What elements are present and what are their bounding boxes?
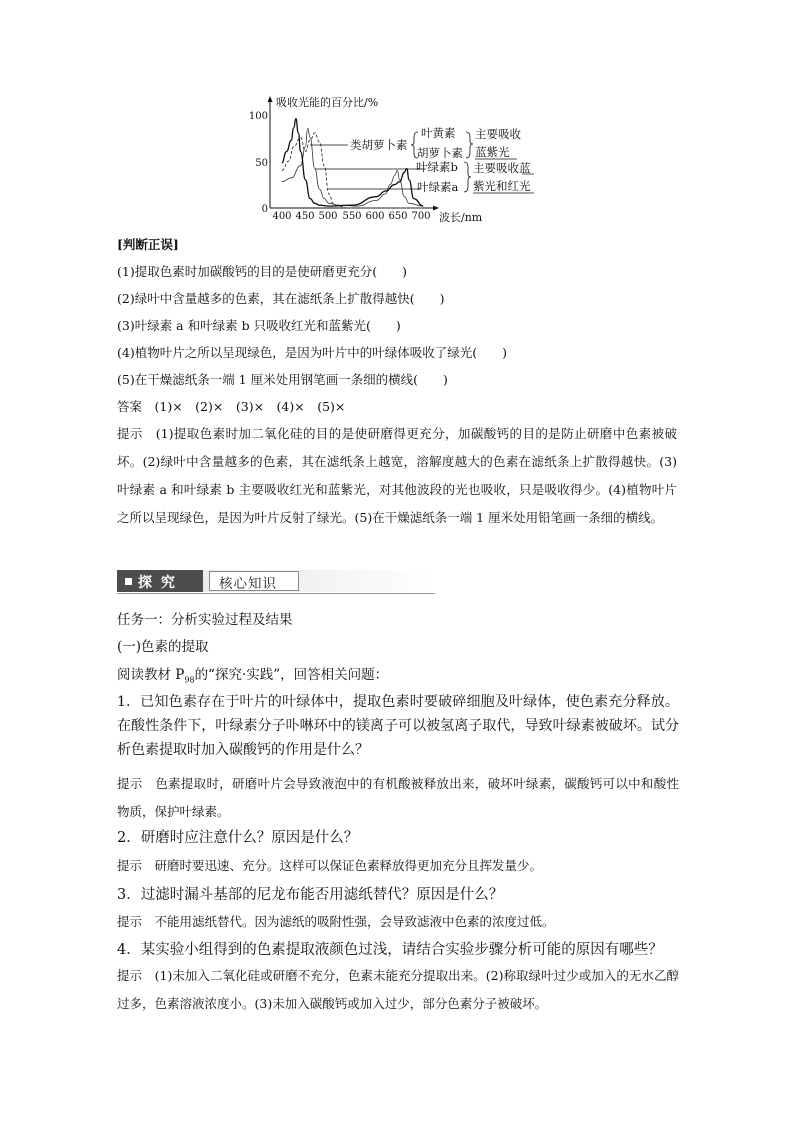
answer-2: 提示 研磨时要迅速、充分。这样可以保证色素释放得更加充分且挥发量少。 bbox=[117, 858, 543, 873]
x-tick-600: 600 bbox=[365, 211, 385, 222]
banner-dark-block bbox=[117, 570, 203, 592]
legend-note2-line1: 主要吸收蓝 bbox=[473, 161, 531, 175]
judge-item-1: (1)提取色素时加碳酸钙的目的是使研磨更充分( ) bbox=[117, 264, 407, 279]
x-axis-label: 波长/nm bbox=[439, 211, 483, 224]
y-tick-50: 50 bbox=[255, 158, 268, 169]
judge-item-5: (5)在干燥滤纸条一端 1 厘米处用钢笔画一条细的横线( ) bbox=[117, 372, 448, 387]
legend-xanthophyll: 叶黄素 bbox=[421, 126, 456, 140]
legend-note1-line2: 蓝紫光 bbox=[475, 145, 510, 159]
question-2: 2．研磨时应注意什么？原因是什么？ bbox=[117, 830, 359, 846]
x-tick-650: 650 bbox=[388, 211, 408, 222]
x-tick-500: 500 bbox=[318, 211, 338, 222]
x-tick-700: 700 bbox=[411, 211, 431, 222]
x-tick-450: 450 bbox=[295, 211, 315, 222]
brace-note1 bbox=[466, 132, 473, 158]
section-banner bbox=[117, 570, 435, 592]
x-axis-arrow bbox=[433, 206, 439, 211]
judge-item-3: (3)叶绿素 a 和叶绿素 b 只吸收红光和蓝紫光( ) bbox=[117, 318, 401, 333]
question-3: 3．过滤时漏斗基部的尼龙布能否用滤纸替代？原因是什么？ bbox=[117, 887, 504, 903]
y-tick-0: 0 bbox=[261, 204, 268, 215]
x-tick-550: 550 bbox=[342, 211, 362, 222]
answer-3: 提示 不能用滤纸替代。因为滤纸的吸附性强，会导致滤液中色素的浓度过低。 bbox=[117, 914, 555, 929]
judge-item-2: (2)绿叶中含量越多的色素，其在滤纸条上扩散得越快( ) bbox=[117, 291, 445, 306]
legend-note1-line1: 主要吸收 bbox=[475, 127, 521, 141]
judge-heading: [判断正误] bbox=[117, 237, 179, 252]
banner-light-block bbox=[209, 571, 299, 591]
x-tick-400: 400 bbox=[272, 211, 292, 222]
banner-rule bbox=[117, 593, 435, 594]
y-axis-arrow bbox=[268, 96, 273, 102]
legend-chl-b: 叶绿素b bbox=[416, 160, 458, 174]
legend-carotenoid: 类胡萝卜素 bbox=[350, 138, 408, 152]
legend-chl-a: 叶绿素a bbox=[417, 180, 459, 194]
absorption-spectrum-chart bbox=[240, 92, 550, 224]
task-read-instruction: 阅读教材 $P_{98}$的“探究·实践”，回答相关问题： bbox=[117, 667, 389, 685]
judge-hint: 提示 (1)提取色素时加二氧化硅的目的是使研磨得更充分，加碳酸钙的目的是防止研磨中色素被破坏。(2)绿叶中含量越多的色素，其在滤纸条上越宽，溶解度越大的色素在滤纸条上扩散得越快。(3)叶绿素 a 和叶绿素 b 主要吸收红光和蓝紫光，对其他波段的光也吸收，只是吸收得少。(4)植物叶片之所以呈现绿色，是因为叶片反射了绿光。(5)在干燥滤纸条一端 1 厘米处用铅笔画一条细的横线。 bbox=[117, 426, 677, 525]
legend-carotene: 胡萝卜素 bbox=[417, 146, 463, 160]
chlorophyll-a-curve bbox=[282, 119, 423, 206]
task-subtitle: (一)色素的提取 bbox=[117, 639, 209, 655]
judge-answer: 答案 (1)× (2)× (3)× (4)× (5)× bbox=[117, 399, 346, 414]
banner-left-text: 探 究 bbox=[125, 572, 177, 592]
y-tick-100: 100 bbox=[248, 111, 268, 122]
question-1: 1．已知色素存在于叶片的叶绿体中，提取色素时要破碎细胞及叶绿体，使色素充分释放。在酸性条件下，叶绿素分子卟啉环中的镁离子可以被氢离子取代，导致叶绿素被破坏。试分析色素提取时加入碳酸钙的作用是什么？ bbox=[117, 694, 679, 758]
legend-note2-line2: 紫光和红光 bbox=[473, 179, 531, 193]
square-bullet-icon bbox=[125, 578, 132, 585]
task-title: 任务一：分析实验过程及结果 bbox=[117, 612, 293, 628]
answer-1: 提示 色素提取时，研磨叶片会导致液泡中的有机酸被释放出来，破坏叶绿素，碳酸钙可以中和酸性物质，保护叶绿素。 bbox=[117, 776, 679, 819]
answer-4: 提示 (1)未加入二氧化硅或研磨不充分，色素未能充分提取出来。(2)称取绿叶过少或加入的无水乙醇过多，色素溶液浓度小。(3)未加入碳酸钙或加入过少，部分色素分子被破坏。 bbox=[117, 968, 679, 1011]
y-axis-label: 吸收光能的百分比/% bbox=[276, 96, 379, 109]
banner-right-text: 核心知识 bbox=[219, 576, 277, 592]
question-4: 4．某实验小组得到的色素提取液颜色过浅，请结合实验步骤分析可能的原因有哪些？ bbox=[117, 942, 663, 958]
judge-item-4: (4)植物叶片之所以呈现绿色，是因为叶片中的叶绿体吸收了绿光( ) bbox=[117, 345, 507, 360]
brace-note2 bbox=[464, 162, 471, 192]
